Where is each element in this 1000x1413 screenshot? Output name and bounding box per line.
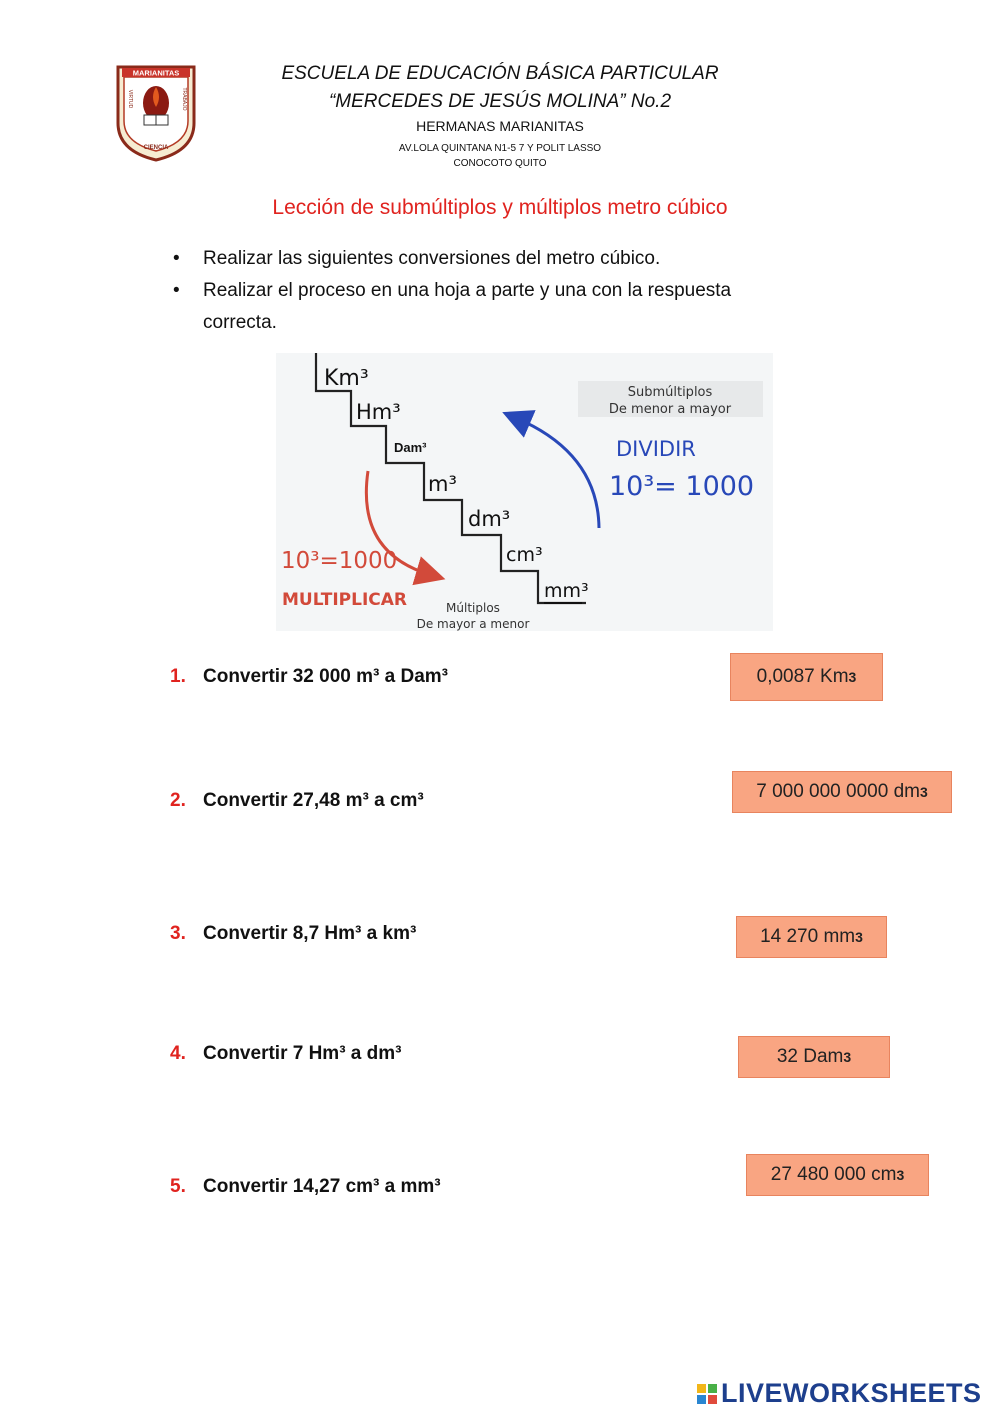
submultiplos-label: Submúltiplos [627,385,713,400]
conversion-staircase-diagram [276,353,773,631]
question-text: Convertir 7 Hm³ a dm³ [203,1043,402,1064]
lesson-title: Lección de submúltiplos y múltiplos metro cúbico [272,196,728,219]
answer-box[interactable] [730,653,883,701]
question-3 [170,923,416,945]
answer-exponent: 3 [843,1049,852,1065]
answer-box[interactable] [736,916,887,958]
unit-mm3: mm³ [544,580,589,602]
question-5 [170,1176,441,1198]
answer-text: 0,0087 Km [756,666,849,687]
answer-text: 14 270 mm [760,926,856,947]
divide-formula: 10³= 1000 [609,471,755,502]
question-4 [170,1043,401,1065]
unit-m3: m³ [428,472,457,496]
unit-hm3: Hm³ [356,400,401,424]
multiplos-sublabel: De mayor a menor [416,617,530,631]
liveworksheets-logo-icon [697,1384,717,1404]
unit-cm3: cm³ [506,544,543,566]
unit-dm3: dm³ [468,507,511,531]
instruction-item: • Realizar las siguientes conversiones del metro cúbico. [170,243,810,275]
school-line-2: “MERCEDES DE JESÚS MOLINA” No.2 [328,91,672,112]
school-line-1: ESCUELA DE EDUCACIÓN BÁSICA PARTICULAR [281,63,719,84]
instructions-list [170,243,810,339]
address-line: AV.LOLA QUINTANA N1-5 7 Y POLIT LASSO [398,143,602,154]
question-1 [170,666,448,688]
question-text: Convertir 8,7 Hm³ a km³ [203,923,417,944]
question-number: 4. [170,1043,186,1064]
multiply-formula: 10³=1000 [281,548,398,574]
logo-right-text: TRABAJO [181,87,187,111]
question-number: 2. [170,790,186,811]
question-text: Convertir 32 000 m³ a Dam³ [203,666,448,687]
answer-box[interactable] [746,1154,929,1196]
brand-text: LIVEWORKSHEETS [721,1378,982,1408]
answer-box[interactable] [738,1036,890,1078]
answer-box[interactable] [732,771,952,813]
answer-text: 27 480 000 cm [770,1164,897,1185]
question-text: Convertir 14,27 cm³ a mm³ [203,1176,441,1197]
instruction-item: • Realizar el proceso en una hoja a parte y una con la respuesta correcta. [170,275,810,339]
question-number: 5. [170,1176,186,1197]
logo-top-text: MARIANITAS [132,68,180,78]
school-name [0,60,1000,116]
answer-exponent: 3 [919,784,928,800]
liveworksheets-brand [697,1378,982,1409]
congregation-name: HERMANAS MARIANITAS [416,118,584,134]
multiply-label: MULTIPLICAR [282,590,408,610]
question-2 [170,790,424,812]
school-address [0,141,1000,171]
divide-label: DIVIDIR [616,437,696,461]
answer-exponent: 3 [896,1167,905,1183]
answer-exponent: 3 [848,669,857,685]
question-text: Convertir 27,48 m³ a cm³ [203,790,424,811]
logo-left-text: VIRTUD [127,89,133,109]
logo-bottom-text: CIENCIA [143,145,169,151]
answer-text: 7 000 000 0000 dm [756,781,920,802]
unit-km3: Km³ [324,366,369,391]
question-number: 1. [170,666,186,687]
city-line: CONOCOTO QUITO [453,158,547,169]
answer-exponent: 3 [855,929,863,945]
unit-dam3: Dam³ [394,440,427,455]
multiplos-label: Múltiplos [446,601,500,615]
divide-arrow [516,418,599,528]
submultiplos-sublabel: De menor a mayor [608,402,732,417]
question-number: 3. [170,923,186,944]
answer-text: 32 Dam [776,1046,844,1067]
